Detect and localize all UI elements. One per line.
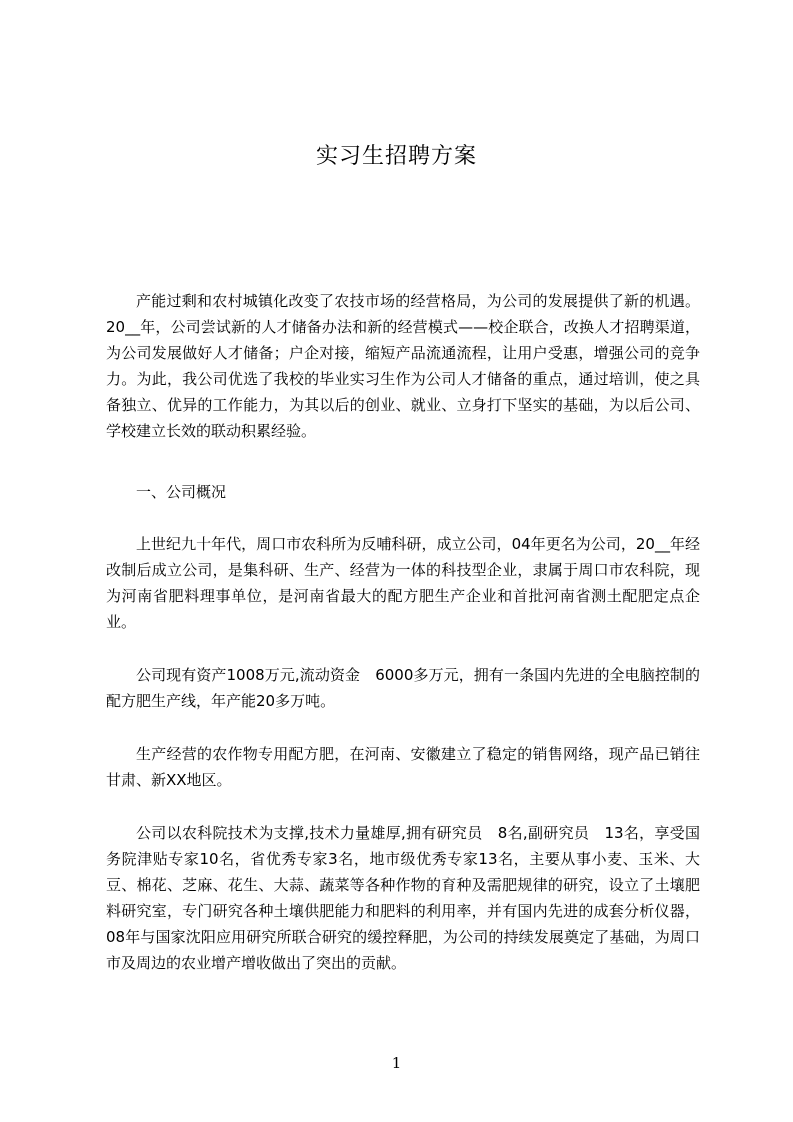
page-number: 1 [391, 1054, 402, 1072]
section-heading-text: 一、公司概况 [136, 483, 227, 501]
sales-paragraph [106, 741, 700, 793]
history-paragraph [106, 531, 700, 635]
document-title: 实习生招聘方案 [315, 144, 477, 169]
section-heading [106, 479, 700, 505]
assets-paragraph [106, 662, 700, 714]
paragraph-text: 产能过剩和农村城镇化改变了农技市场的经营格局，为公司的发展提供了新的机遇。20__年，公司尝试新的人才储备办法和新的经营模式——校企联合，改换人才招聘渠道，为公司发展做好人才储备；户企对接，缩短产品流通流程，让用户受惠，增强公司的竞争力。为此，我公司优选了我校的毕业实习生作为公司人才储备的重点，通过培训，使之具备独立、优异的工作能力，为其以后的创业、就业、立身打下坚实的基础，为以后公司、学校建立长效的联动积累经验。 [106, 292, 700, 440]
paragraph-text: 公司现有资产1008万元,流动资金 6000多万元，拥有一条国内先进的全电脑控制的配方肥生产线，年产能20多万吨。 [106, 666, 700, 710]
paragraph-text: 生产经营的农作物专用配方肥，在河南、安徽建立了稳定的销售网络，现产品已销往甘肃、新XX地区。 [106, 745, 700, 789]
intro-paragraph [106, 288, 700, 444]
research-paragraph [106, 820, 700, 976]
paragraph-text: 上世纪九十年代，周口市农科所为反哺科研，成立公司，04年更名为公司，20__年经改制后成立公司，是集科研、生产、经营为一体的科技型企业，隶属于周口市农科院，现为河南省肥料理事单位，是河南省最大的配方肥生产企业和首批河南省测土配肥定点企业。 [106, 535, 700, 631]
paragraph-text: 公司以农科院技术为支撑,技术力量雄厚,拥有研究员 8名,副研究员 13名，享受国务院津贴专家10名，省优秀专家3名，地市级优秀专家13名，主要从事小麦、玉米、大豆、棉花、芝麻、花生、大蒜、蔬菜等各种作物的育种及需肥规律的研究，设立了土壤肥料研究室，专门研究各种土壤供肥能力和肥料的利用率，并有国内先进的成套分析仪器，08年与国家沈阳应用研究所联合研究的缓控释肥，为公司的持续发展奠定了基础，为周口市及周边的农业增产增收做出了突出的贡献。 [106, 824, 700, 972]
